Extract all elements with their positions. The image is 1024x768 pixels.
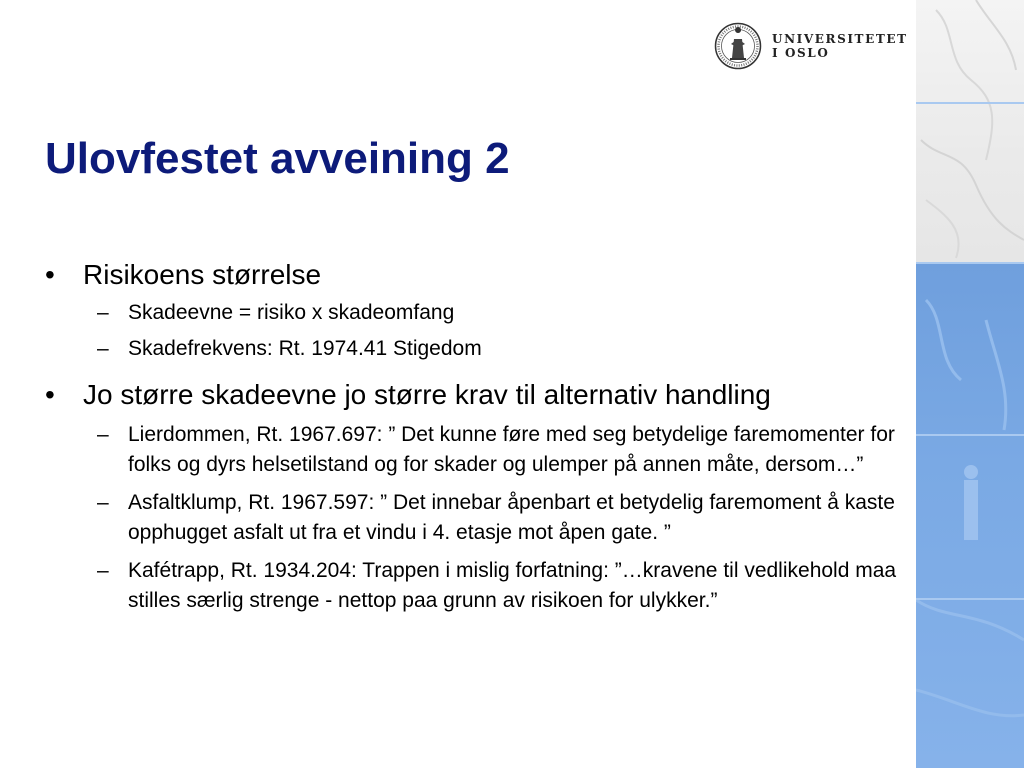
university-name-line1: UNIVERSITETET xyxy=(772,32,908,46)
university-name-line2: I OSLO xyxy=(772,46,830,60)
sub-bullet-text: Lierdommen, Rt. 1967.697: ” Det kunne føre med seg betydelige faremomenter for folks og dyrs helsetilstand og for skader og ulemper på annen måte, dersom…” xyxy=(128,423,895,476)
slide-content xyxy=(45,256,905,616)
university-name xyxy=(772,32,908,60)
university-seal-icon xyxy=(714,22,762,70)
side-panel-line xyxy=(916,434,1024,436)
dash-mark: – xyxy=(97,559,109,582)
side-panel-line xyxy=(916,598,1024,600)
dash-mark: – xyxy=(97,491,109,514)
sub-bullet-item xyxy=(45,556,905,616)
bullet-text: Risikoens størrelse xyxy=(83,259,322,290)
decorative-side-panel xyxy=(916,0,1024,768)
sub-bullet-text: Skadefrekvens: Rt. 1974.41 Stigedom xyxy=(128,337,482,360)
sub-bullet-item xyxy=(45,334,905,364)
side-panel-artwork xyxy=(916,0,1024,768)
dash-mark: – xyxy=(97,423,109,446)
sub-bullet-item xyxy=(45,420,905,480)
bullet-item xyxy=(45,256,905,294)
bullet-mark: • xyxy=(45,259,55,290)
side-panel-line xyxy=(916,262,1024,264)
side-panel-line xyxy=(916,102,1024,104)
bullet-item xyxy=(45,376,843,414)
slide-title: Ulovfestet avveining 2 xyxy=(45,134,510,183)
bullet-text: Jo større skadeevne jo større krav til alternativ handling xyxy=(83,379,771,410)
dash-mark: – xyxy=(97,337,109,360)
bullet-mark: • xyxy=(45,379,55,410)
sub-bullet-item xyxy=(45,298,905,328)
sub-bullet-text: Skadeevne = risiko x skadeomfang xyxy=(128,301,455,324)
sub-bullet-text: Asfaltklump, Rt. 1967.597: ” Det innebar åpenbart et betydelig faremoment å kaste opphugget asfalt ut fra et vindu i 4. etasje mot åpen gate. ” xyxy=(128,491,895,544)
sub-bullet-text: Kafétrapp, Rt. 1934.204: Trappen i mislig forfatning: ”…kravene til vedlikehold maa stilles særlig strenge - nettop paa grunn av risikoen for ulykker.” xyxy=(128,559,897,612)
dash-mark: – xyxy=(97,301,109,324)
university-logo xyxy=(714,22,908,70)
sub-bullet-item xyxy=(45,488,905,548)
